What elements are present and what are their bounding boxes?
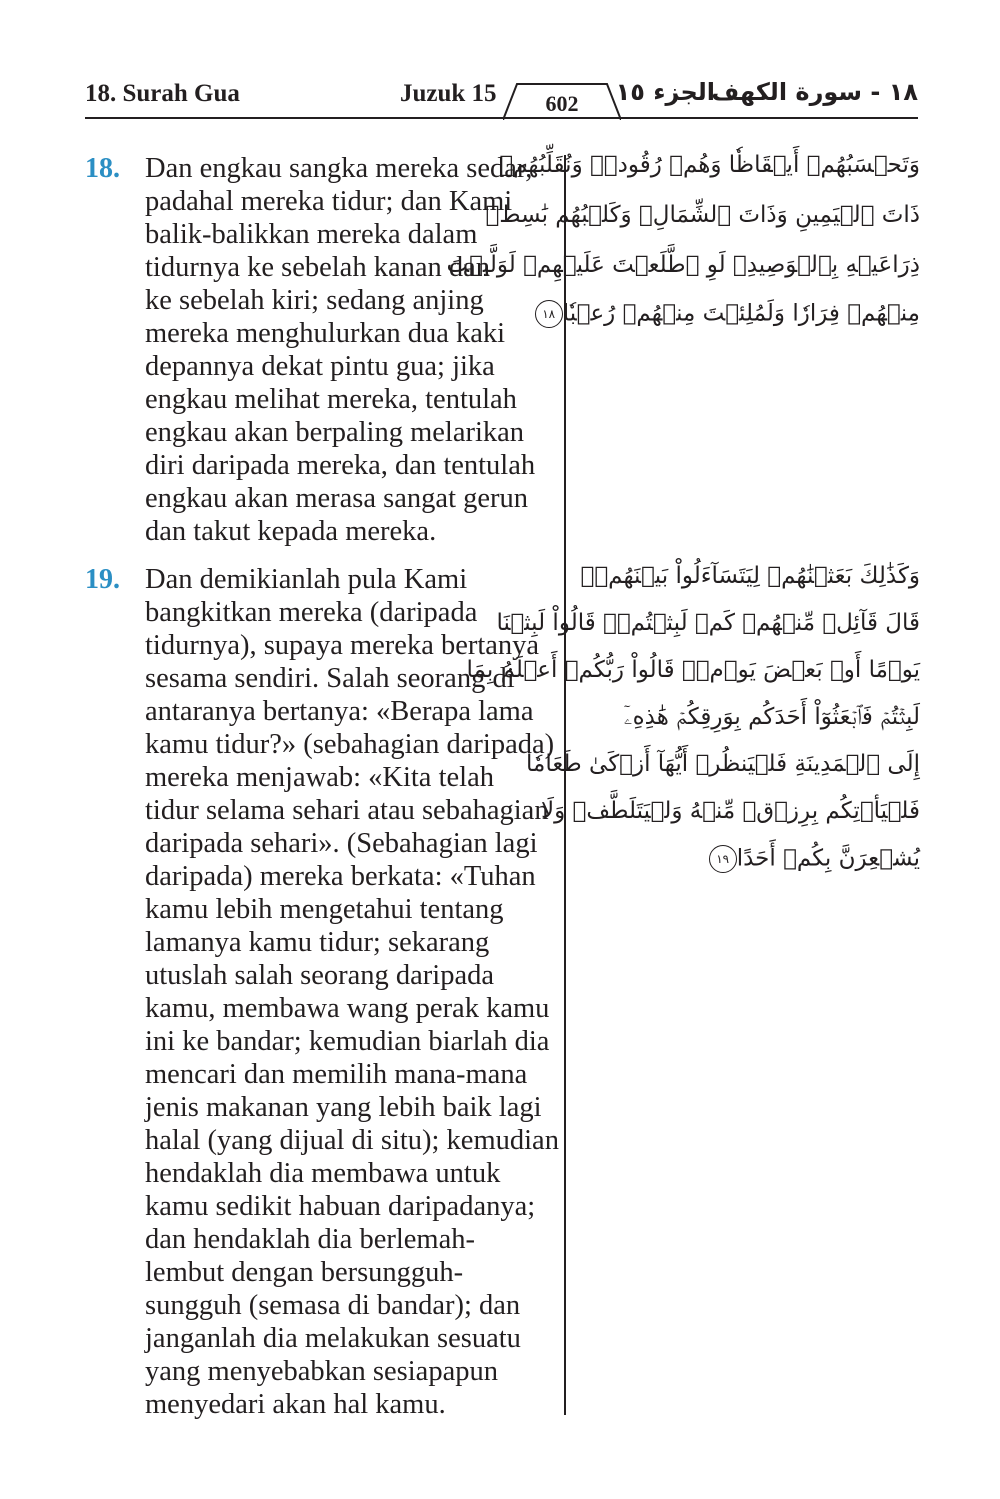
- arabic-line: وَكَذَٰلِكَ بَعَثۡنَٰهُمۡ لِيَتَسَآءَلُواْ بَيۡنَهُمۡۚ: [580, 563, 920, 589]
- translation-line: ke sebelah kiri; sedang anjing: [145, 285, 484, 316]
- translation-line: balik-balikkan mereka dalam: [145, 219, 478, 250]
- surah-title-latin: 18. Surah Gua: [85, 80, 240, 107]
- translation-line: bangkitkan mereka (daripada: [145, 597, 478, 628]
- juz-label-latin: Juzuk 15: [400, 80, 497, 107]
- translation-line: dan hendaklah dia berlemah-: [145, 1224, 475, 1255]
- translation-line: mereka menjawab: «Kita telah: [145, 762, 494, 793]
- translation-line: sesama sendiri. Salah seorang di: [145, 663, 515, 694]
- translation-line: mencari dan memilih mana-mana: [145, 1059, 528, 1090]
- translation-line: halal (yang dijual di situ); kemudian: [145, 1125, 559, 1156]
- translation-line: depannya dekat pintu gua; jika: [145, 351, 495, 382]
- arabic-line-text: يُشۡعِرَنَّ بِكُمۡ أَحَدًا: [736, 845, 920, 872]
- ayah-end-marker: ١٨: [535, 300, 563, 328]
- translation-line: kamu tidur?» (sebahagian daripada): [145, 729, 555, 760]
- translation-line: daripada) mereka berkata: «Tuhan: [145, 861, 536, 892]
- arabic-line: [585, 845, 920, 873]
- arabic-line: يَوۡمًا أَوۡ بَعۡضَ يَوۡمٖۚ قَالُواْ رَبُّكُمۡ أَعۡلَمُ بِمَا: [466, 657, 920, 683]
- translation-line: lamanya kamu tidur; sekarang: [145, 927, 490, 958]
- arabic-line: وَتَحۡسَبُهُمۡ أَيۡقَاظٗا وَهُمۡ رُقُودٞۚ وَنُقَلِّبُهُمۡ: [499, 152, 920, 178]
- column-divider: [564, 155, 566, 1415]
- arabic-line: ذِرَاعَيۡهِ بِٱلۡوَصِيدِۚ لَوِ ٱطَّلَعۡتَ عَلَيۡهِمۡ لَوَلَّيۡتَ: [446, 252, 920, 278]
- translation-line: jenis makanan yang lebih baik lagi: [145, 1092, 542, 1123]
- translation-line: yang menyebabkan sesiapapun: [145, 1356, 498, 1387]
- verse-number: 18.: [85, 153, 120, 184]
- translation-line: diri daripada mereka, dan tentulah: [145, 450, 536, 481]
- translation-line: hendaklah dia membawa untuk: [145, 1158, 501, 1189]
- translation-line: Dan demikianlah pula Kami: [145, 564, 468, 595]
- translation-line: engkau akan berpaling melarikan: [145, 417, 525, 448]
- translation-line: sungguh (semasa di bandar); dan: [145, 1290, 521, 1321]
- translation-line: tidur selama sehari atau sebahagian: [145, 795, 549, 826]
- page-number: 602: [545, 91, 579, 116]
- translation-line: mereka menghulurkan dua kaki: [145, 318, 506, 349]
- translation-line: kamu sedikit habuan daripadanya;: [145, 1191, 536, 1222]
- translation-line: tidurnya), supaya mereka bertanya: [145, 630, 540, 661]
- arabic-line: إِلَى ٱلۡمَدِينَةِ فَلۡيَنظُرۡ أَيُّهَآ أَزۡكَىٰ طَعَامٗا: [526, 751, 920, 777]
- translation-line: tidurnya ke sebelah kanan dan: [145, 252, 491, 283]
- translation-line: Dan engkau sangka mereka sedar,: [145, 153, 533, 184]
- translation-line: antaranya bertanya: «Berapa lama: [145, 696, 534, 727]
- translation-line: dan takut kepada mereka.: [145, 516, 437, 547]
- header-rule: [85, 117, 918, 119]
- translation-line: kamu, membawa wang perak kamu: [145, 993, 550, 1024]
- arabic-line: قَالَ قَآئِلٞ مِّنۡهُمۡ كَمۡ لَبِثۡتُمۡۖ قَالُواْ لَبِثۡنَا: [496, 610, 920, 636]
- translation-line: engkau akan merasa sangat gerun: [145, 483, 528, 514]
- surah-title-arabic: ١٨ - سورة الكهف: [711, 78, 918, 106]
- ayah-end-marker: ١٩: [709, 845, 737, 873]
- translation-line: lembut dengan bersungguh-: [145, 1257, 464, 1288]
- arabic-line: فَلۡيَأۡتِكُم بِرِزۡقٖ مِّنۡهُ وَلۡيَتَلَطَّفۡ وَلَا: [541, 798, 920, 824]
- translation-line: daripada sehari». (Sebahagian lagi: [145, 828, 538, 859]
- translation-line: ini ke bandar; kemudian biarlah dia: [145, 1026, 550, 1057]
- translation-line: engkau melihat mereka, tentulah: [145, 384, 517, 415]
- translation-line: utuslah salah seorang daripada: [145, 960, 494, 991]
- juz-label-arabic: الجزء ١٥: [615, 78, 715, 106]
- arabic-line-text: مِنۡهُمۡ فِرَارٗا وَلَمُلِئۡتَ مِنۡهُمۡ رُعۡبٗا: [562, 300, 920, 327]
- arabic-line: ذَاتَ ٱلۡيَمِينِ وَذَاتَ ٱلشِّمَالِۖ وَكَلۡبُهُم بَٰسِطٞ: [485, 202, 920, 228]
- translation-line: padahal mereka tidur; dan Kami: [145, 186, 513, 217]
- arabic-line: [542, 300, 920, 328]
- arabic-line: لَبِثۡتُمۡ فَٱبۡعَثُوٓاْ أَحَدَكُم بِوَرِقِكُمۡ هَٰذِهِۦٓ: [623, 704, 920, 730]
- translation-line: menyedari akan hal kamu.: [145, 1389, 446, 1420]
- translation-line: janganlah dia melakukan sesuatu: [145, 1323, 521, 1354]
- verse-number: 19.: [85, 564, 120, 595]
- translation-line: kamu lebih mengetahui tentang: [145, 894, 504, 925]
